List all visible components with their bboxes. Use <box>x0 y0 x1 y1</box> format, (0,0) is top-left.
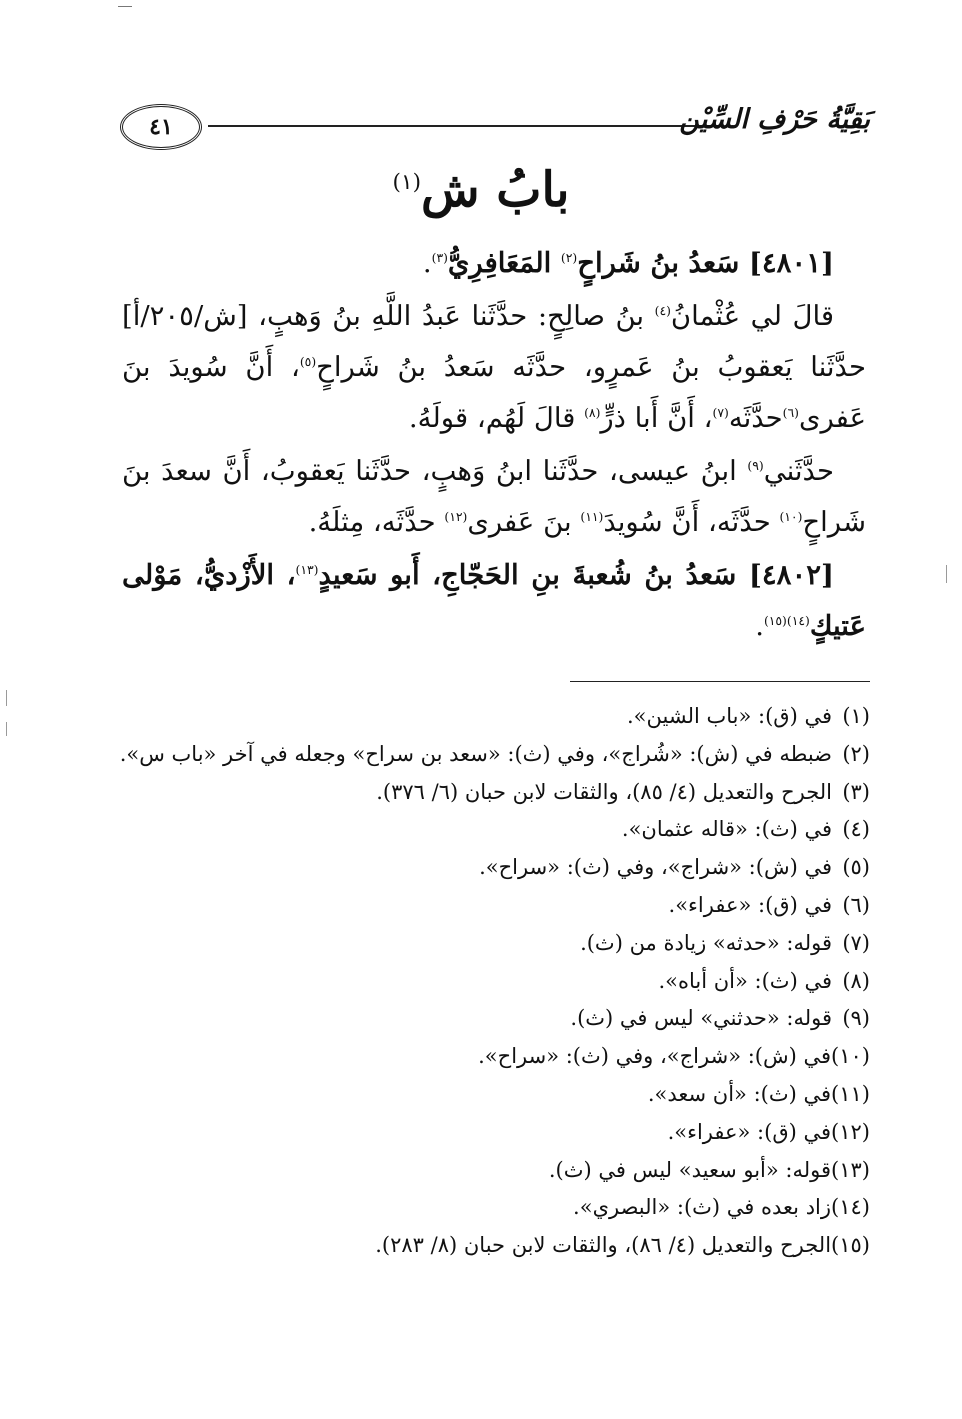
entry-4801 <box>122 238 866 289</box>
footnote-number: (١١) <box>831 1081 870 1106</box>
footnote-ref: (٢) <box>560 250 578 265</box>
footnote-separator <box>570 681 870 682</box>
footnote <box>180 1152 870 1190</box>
entry-4802 <box>122 550 866 652</box>
footnote-number: (٩) <box>842 1006 870 1031</box>
text-run: بنُ صالِحٍ: حدَّثَنا عَبدُ اللَّهِ بنُ وَهبٍ، [ش/٢٠٥/أ] حدَّثَنا يَعقوبُ بنُ عَمرٍو، حدَّثَه سَعدُ بنُ شَراحٍ <box>122 300 866 383</box>
footnote-ref: (٨) <box>584 405 601 420</box>
footnote-ref: (٦) <box>782 405 799 420</box>
footnote-ref: (٥) <box>299 354 317 369</box>
footnote-text: في (ق): «باب الشين». <box>627 704 832 728</box>
entry-end: . <box>755 610 764 642</box>
footnote-text: في (ث): «أن سعد». <box>647 1081 832 1106</box>
footnote-ref: (١٠) <box>779 509 803 524</box>
footnote <box>180 774 870 812</box>
footnote <box>180 849 870 887</box>
footnote-ref: (٣) <box>431 250 448 265</box>
chapter-heading <box>0 162 962 218</box>
header-rule <box>208 125 722 127</box>
text-run: حدَّثَه، أَنَّ سُويدَ <box>603 506 780 538</box>
footnote-text: في (ث): «قاله عثمان». <box>621 817 832 842</box>
running-head-title: بَقِيَّةُ حَرْفِ السِّيْن <box>679 104 870 135</box>
footnote-ref: (١) <box>392 170 421 195</box>
footnote-number: (١٥) <box>831 1233 870 1258</box>
footnote <box>180 698 870 736</box>
left-margin-mark <box>6 722 7 736</box>
text-run: بنَ عَفرى <box>467 506 581 538</box>
footnote-text: قوله: «أبو سعيد» ليس في (ث). <box>548 1157 832 1182</box>
right-margin-mark <box>946 565 947 583</box>
footnote-number: (١٠) <box>831 1044 870 1069</box>
entry-number: [٤٨٠١] <box>748 247 834 279</box>
footnotes <box>119 698 870 1265</box>
text-run: حدَّثَني <box>763 455 834 487</box>
footnote-text: في (ش): «شراج»، وفي (ث): «سراح». <box>478 1044 832 1069</box>
footnote-ref: (٧) <box>712 405 729 420</box>
left-margin-mark <box>6 690 7 706</box>
chapter-title: بابُ ش <box>421 162 570 218</box>
footnote-number: (٢) <box>842 741 870 766</box>
footnote-number: (١٣) <box>831 1157 870 1182</box>
entry-heading <box>432 247 834 279</box>
entry-name: ، الأَزْديُّ، مَوْلى عَتيكٍ <box>122 559 866 642</box>
text-run: ابنُ عيسى، حدَّثَنا ابنُ وَهبٍ، حدَّثَنا يَعقوبُ، أَنَّ سعدَ بنَ شَراحٍ <box>122 455 866 538</box>
footnote-number: (٥) <box>842 855 870 880</box>
footnote-text: زاد بعده في (ث): «البصري». <box>573 1195 832 1220</box>
footnote <box>180 1000 870 1038</box>
footnote <box>180 925 870 963</box>
footnote-text: في (ق): «عفراء». <box>668 892 832 917</box>
footnote-number: (١٢) <box>831 1119 870 1144</box>
narration-paragraph-2 <box>122 446 866 548</box>
entry-name: سَعدُ بنُ شَراحٍ <box>577 247 740 279</box>
footnote-text: في (ث): «أن أباه». <box>658 968 832 993</box>
footnote-text: الجرح والتعديل (٤/ ٨٥)، والثقات لابن حبان (٦/ ٣٧٦). <box>376 779 832 804</box>
footnote-ref: (١٢) <box>444 509 468 524</box>
entry-nisba: المَعَافِرِيُّ <box>447 247 552 279</box>
top-scan-mark <box>118 6 132 7</box>
footnote-number: (٦) <box>842 892 870 917</box>
text-run: قالَ لَهُم، قولَهُ. <box>408 402 585 434</box>
entry-end: . <box>422 247 432 279</box>
footnote-ref: (١٤)(١٥) <box>763 613 810 628</box>
footnote-ref: (٤) <box>654 303 671 318</box>
footnote <box>180 963 870 1001</box>
text-run: حدَّثَه، مِثلَهُ. <box>308 506 445 538</box>
footnote-number: (٣) <box>842 779 870 804</box>
running-head <box>120 98 870 154</box>
footnote-number: (٨) <box>842 968 870 993</box>
footnote-text: في (ش): «شراج»، وفي (ث): «سراح». <box>479 855 832 880</box>
main-text <box>122 238 866 654</box>
footnote-ref: (٩) <box>747 458 764 473</box>
footnote-number: (١) <box>842 704 870 728</box>
entry-name: سَعدُ بنُ شُعبةَ بنِ الحَجّاجِ، أَبو سَعيدٍ <box>318 559 737 591</box>
entry-number: [٤٨٠٢] <box>748 559 835 591</box>
footnote-ref: (١١) <box>580 509 604 524</box>
footnote <box>180 1038 870 1076</box>
text-run: حدَّثَه <box>728 402 783 434</box>
footnote <box>180 1227 870 1265</box>
footnote-text: في (ق): «عفراء». <box>667 1119 832 1144</box>
footnote-number: (٤) <box>842 817 870 842</box>
footnote-text: قوله: «حدثه» زيادة من (ث). <box>580 930 832 955</box>
footnote-number: (١٤) <box>831 1195 870 1220</box>
page-number: ٤١ <box>120 104 202 150</box>
footnote-text: ضبطه في (ش): «شُراج»، وفي (ث): «سعد بن سراح» وجعله في آخر «باب س». <box>119 741 832 766</box>
narration-paragraph-1 <box>122 291 866 444</box>
footnote <box>180 1189 870 1227</box>
footnote-text: الجرح والتعديل (٤/ ٨٦)، والثقات لابن حبان (٨/ ٢٨٣). <box>375 1233 832 1258</box>
text-run: قالَ لي عُثْمانُ <box>670 300 834 332</box>
footnote <box>180 1114 870 1152</box>
footnote-number: (٧) <box>842 930 870 955</box>
footnote <box>180 887 870 925</box>
footnote <box>180 811 870 849</box>
footnote <box>119 736 870 774</box>
footnote <box>180 1076 870 1114</box>
text-run: ، أَنَّ أَبا ذرٍّ <box>600 402 713 434</box>
footnote-ref: (١٣) <box>295 562 319 577</box>
footnote-text: قوله: «حدثني» ليس في (ث). <box>570 1006 832 1031</box>
text-run: ، أَنَّ سُويدَ بنَ عَفرى <box>122 351 866 434</box>
